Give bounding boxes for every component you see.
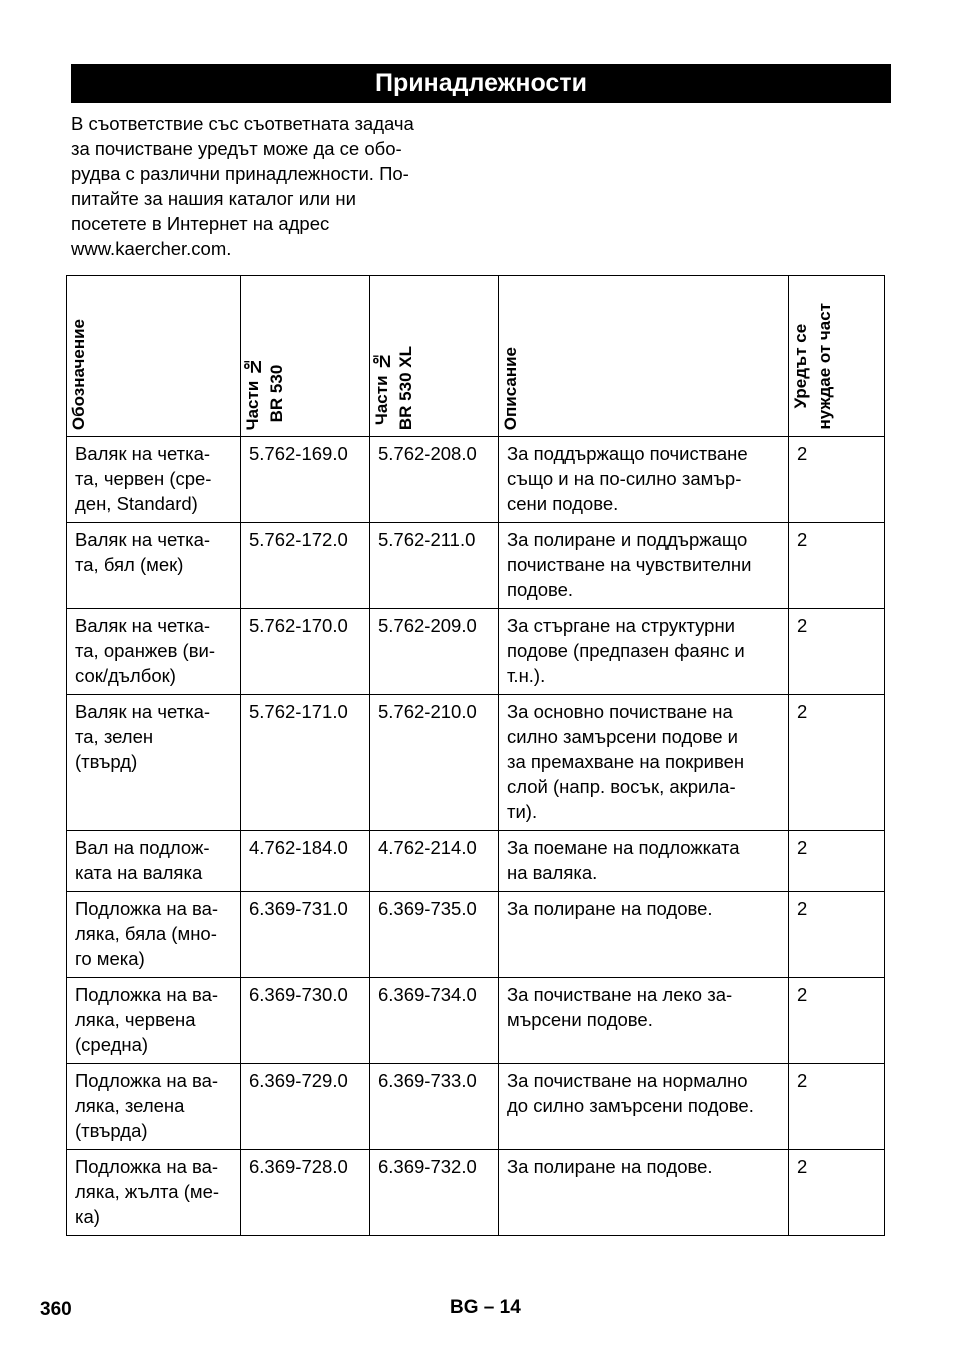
- intro-line: посетете в Интернет на адрес: [71, 213, 330, 234]
- cell-description: [499, 1150, 789, 1236]
- cell-description: [499, 609, 789, 695]
- cell-designation: [67, 523, 241, 609]
- cell-quantity: 2: [789, 978, 885, 1064]
- table-row: [67, 437, 885, 523]
- cell-description-line: също и на по-силно замър-: [507, 468, 742, 489]
- cell-part-br530xl: 6.369-732.0: [370, 1150, 499, 1236]
- cell-designation-line: сок/дълбок): [75, 665, 176, 686]
- cell-description-line: За поемане на подложката: [507, 837, 740, 858]
- cell-designation-line: Вал на подлож-: [75, 837, 210, 858]
- table-row: [67, 609, 885, 695]
- cell-description: [499, 1064, 789, 1150]
- cell-description: [499, 892, 789, 978]
- cell-part-br530: 6.369-731.0: [241, 892, 370, 978]
- cell-quantity: 2: [789, 437, 885, 523]
- cell-designation: [67, 609, 241, 695]
- intro-line: за почистване уредът може да се обо-: [71, 138, 402, 159]
- cell-description-line: за премахване на покривен: [507, 751, 745, 772]
- cell-designation-line: Валяк на четка-: [75, 615, 211, 636]
- cell-quantity: 2: [789, 1064, 885, 1150]
- cell-designation-line: Подложка на ва-: [75, 984, 219, 1005]
- cell-part-br530: 5.762-172.0: [241, 523, 370, 609]
- table-row: [67, 892, 885, 978]
- cell-designation: [67, 978, 241, 1064]
- cell-description-line: мърсени подове.: [507, 1009, 653, 1030]
- table-header-row: [67, 276, 885, 437]
- cell-description-line: на валяка.: [507, 862, 598, 883]
- page-title: Принадлежности: [71, 64, 891, 103]
- cell-description-line: силно замърсени подове и: [507, 726, 738, 747]
- table-row: [67, 831, 885, 892]
- header-designation: Обозначение: [67, 276, 241, 437]
- cell-description: [499, 695, 789, 831]
- cell-designation-line: ляка, жълта (ме-: [75, 1181, 220, 1202]
- cell-description-line: За почистване на леко за-: [507, 984, 733, 1005]
- cell-part-br530: 6.369-728.0: [241, 1150, 370, 1236]
- cell-description-line: подове (предпазен фаянс и: [507, 640, 745, 661]
- cell-designation: [67, 892, 241, 978]
- intro-line: питайте за нашия каталог или ни: [71, 188, 356, 209]
- intro-line: В съответствие със съответната задача: [71, 113, 414, 134]
- cell-designation: [67, 437, 241, 523]
- cell-description-line: до силно замърсени подове.: [507, 1095, 754, 1116]
- cell-part-br530: 6.369-729.0: [241, 1064, 370, 1150]
- cell-part-br530: 5.762-171.0: [241, 695, 370, 831]
- intro-paragraph: [71, 111, 471, 261]
- cell-designation-line: ка): [75, 1206, 100, 1227]
- cell-designation-line: ляка, червена: [75, 1009, 196, 1030]
- cell-description: [499, 523, 789, 609]
- cell-designation-line: Валяк на четка-: [75, 701, 211, 722]
- cell-designation-line: Валяк на четка-: [75, 443, 211, 464]
- cell-part-br530xl: 6.369-734.0: [370, 978, 499, 1064]
- cell-designation-line: та, оранжев (ви-: [75, 640, 216, 661]
- cell-description-line: За полиране на подове.: [507, 1156, 713, 1177]
- cell-designation: [67, 695, 241, 831]
- cell-designation: [67, 1064, 241, 1150]
- cell-part-br530: 6.369-730.0: [241, 978, 370, 1064]
- cell-designation-line: ката на валяка: [75, 862, 203, 883]
- cell-description-line: слой (напр. восък, акрила-: [507, 776, 736, 797]
- cell-part-br530xl: 5.762-209.0: [370, 609, 499, 695]
- cell-designation-line: (твърда): [75, 1120, 148, 1141]
- cell-part-br530xl: 6.369-735.0: [370, 892, 499, 978]
- cell-description-line: За основно почистване на: [507, 701, 733, 722]
- cell-part-br530xl: 5.762-208.0: [370, 437, 499, 523]
- table-row: [67, 978, 885, 1064]
- cell-description: [499, 437, 789, 523]
- header-part-br530xl: Части № BR 530 XL: [370, 276, 499, 437]
- header-quantity-needed: Уредът се нуждае от част: [789, 276, 885, 437]
- cell-description: [499, 978, 789, 1064]
- header-description: Описание: [499, 276, 789, 437]
- cell-quantity: 2: [789, 892, 885, 978]
- cell-description: [499, 831, 789, 892]
- cell-designation-line: ляка, зелена: [75, 1095, 185, 1116]
- intro-line: рудва с различни принадлежности. По-: [71, 163, 409, 184]
- cell-description-line: За стъргане на структурни: [507, 615, 736, 636]
- cell-part-br530: 5.762-170.0: [241, 609, 370, 695]
- cell-description-line: подове.: [507, 579, 574, 600]
- cell-designation-line: ляка, бяла (мно-: [75, 923, 217, 944]
- cell-description-line: За полиране на подове.: [507, 898, 713, 919]
- cell-designation-line: Подложка на ва-: [75, 1156, 219, 1177]
- page-number: 360: [40, 1299, 72, 1320]
- cell-part-br530: 5.762-169.0: [241, 437, 370, 523]
- accessories-table: [66, 275, 885, 1236]
- cell-designation-line: Подложка на ва-: [75, 898, 219, 919]
- cell-quantity: 2: [789, 609, 885, 695]
- cell-part-br530xl: 4.762-214.0: [370, 831, 499, 892]
- cell-designation-line: та, зелен: [75, 726, 154, 747]
- cell-description-line: почистване на чувствителни: [507, 554, 752, 575]
- cell-part-br530xl: 5.762-211.0: [370, 523, 499, 609]
- cell-description-line: За полиране и поддържащо: [507, 529, 748, 550]
- cell-quantity: 2: [789, 523, 885, 609]
- cell-part-br530xl: 5.762-210.0: [370, 695, 499, 831]
- table-row: [67, 1064, 885, 1150]
- section-label: BG – 14: [450, 1297, 521, 1318]
- cell-description-line: сени подове.: [507, 493, 619, 514]
- cell-designation-line: Валяк на четка-: [75, 529, 211, 550]
- cell-designation: [67, 1150, 241, 1236]
- cell-quantity: 2: [789, 1150, 885, 1236]
- table-row: [67, 523, 885, 609]
- cell-designation: [67, 831, 241, 892]
- cell-description-line: За поддържащо почистване: [507, 443, 748, 464]
- cell-description-line: За почистване на нормално: [507, 1070, 748, 1091]
- cell-designation-line: (средна): [75, 1034, 149, 1055]
- header-part-br530: Части № BR 530: [241, 276, 370, 437]
- table-row: [67, 1150, 885, 1236]
- cell-description-line: т.н.).: [507, 665, 546, 686]
- cell-quantity: 2: [789, 831, 885, 892]
- cell-designation-line: го мека): [75, 948, 145, 969]
- cell-designation-line: та, червен (сре-: [75, 468, 212, 489]
- cell-part-br530xl: 6.369-733.0: [370, 1064, 499, 1150]
- table-row: [67, 695, 885, 831]
- cell-designation-line: Подложка на ва-: [75, 1070, 219, 1091]
- cell-designation-line: (твърд): [75, 751, 138, 772]
- cell-designation-line: та, бял (мек): [75, 554, 184, 575]
- cell-description-line: ти).: [507, 801, 538, 822]
- intro-line: www.kaercher.com.: [71, 238, 232, 259]
- cell-designation-line: ден, Standard): [75, 493, 198, 514]
- cell-quantity: 2: [789, 695, 885, 831]
- cell-part-br530: 4.762-184.0: [241, 831, 370, 892]
